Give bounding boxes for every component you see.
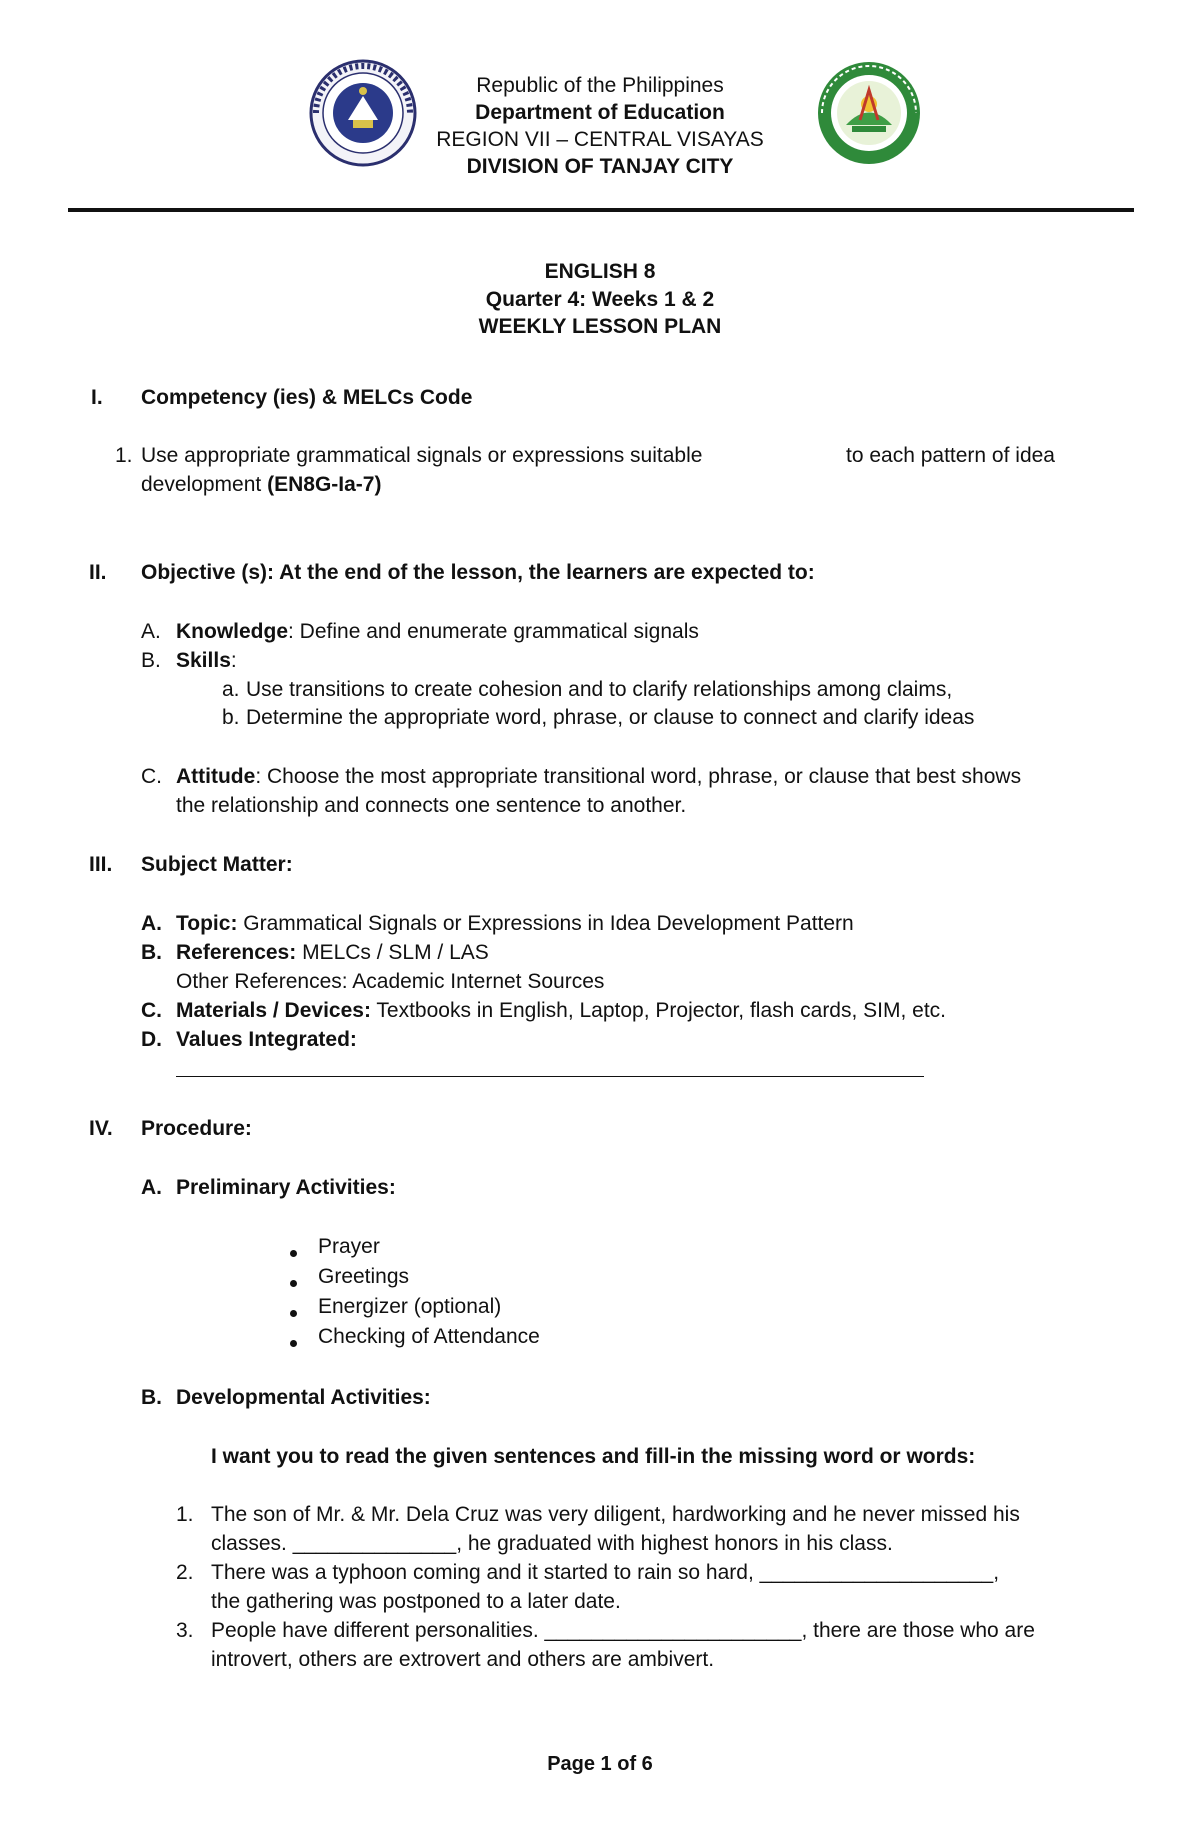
section-1-heading: Competency (ies) & MELCs Code <box>141 386 473 409</box>
preliminary-letter: A. <box>141 1176 162 1199</box>
quarter-title: Quarter 4: Weeks 1 & 2 <box>485 288 715 311</box>
section-2-heading: Objective (s): At the end of the lesson, the learners are expected to: <box>141 561 815 584</box>
question-1-number: 1. <box>176 1503 194 1526</box>
section-3-number: III. <box>89 853 113 876</box>
objective-skills: Skills: <box>176 649 237 672</box>
page-number: Page 1 of 6 <box>547 1753 653 1775</box>
preliminary-heading: Preliminary Activities: <box>176 1176 396 1199</box>
materials-letter: C. <box>141 999 162 1022</box>
letterhead-department: Department of Education <box>475 101 725 124</box>
activity-prayer: Prayer <box>318 1235 380 1258</box>
question-2-line-1: There was a typhoon coming and it started to rain so hard, ____________________, <box>211 1561 1000 1584</box>
references: References: MELCs / SLM / LAS <box>176 941 489 964</box>
activity-energizer: Energizer (optional) <box>318 1295 502 1318</box>
section-4-number: IV. <box>89 1117 113 1140</box>
objective-knowledge: Knowledge: Define and enumerate grammatical signals <box>176 620 699 643</box>
melc-code: (EN8G-Ia-7) <box>267 473 382 496</box>
question-1-line-2: classes. ______________, he graduated with highest honors in his class. <box>211 1532 893 1555</box>
question-2-line-2: the gathering was postponed to a later date. <box>211 1590 621 1613</box>
skill-a-text: Use transitions to create cohesion and to clarify relationships among claims, <box>246 678 953 701</box>
developmental-heading: Developmental Activities: <box>176 1386 431 1409</box>
skill-b-text: Determine the appropriate word, phrase, or clause to connect and clarify ideas <box>246 706 975 729</box>
bullet-icon <box>290 1340 297 1347</box>
skill-b-letter: b. <box>222 706 240 729</box>
other-references: Other References: Academic Internet Sources <box>176 970 605 993</box>
activity-instruction: I want you to read the given sentences and fill-in the missing word or words: <box>211 1445 976 1468</box>
objective-a-letter: A. <box>141 620 161 643</box>
letterhead-republic: Republic of the Philippines <box>476 74 724 97</box>
letterhead-division: DIVISION OF TANJAY CITY <box>466 155 734 178</box>
question-3-line-2: introvert, others are extrovert and others are ambivert. <box>211 1648 715 1671</box>
competency-text-b: to each pattern of idea <box>846 444 1055 467</box>
values-label: Values Integrated: <box>176 1028 357 1051</box>
question-2-number: 2. <box>176 1561 194 1584</box>
competency-text-a: Use appropriate grammatical signals or expressions suitable <box>141 444 703 467</box>
objective-b-letter: B. <box>141 649 161 672</box>
section-3-heading: Subject Matter: <box>141 853 293 876</box>
materials: Materials / Devices: Textbooks in English, Laptop, Projector, flash cards, SIM, etc. <box>176 999 947 1022</box>
bullet-icon <box>290 1280 297 1287</box>
question-1-line-1: The son of Mr. & Mr. Dela Cruz was very diligent, hardworking and he never missed his <box>211 1503 1020 1526</box>
skill-a-letter: a. <box>222 678 240 701</box>
header-divider <box>68 208 1134 212</box>
bullet-icon <box>290 1310 297 1317</box>
values-letter: D. <box>141 1028 162 1051</box>
letterhead-region: REGION VII – CENTRAL VISAYAS <box>436 128 764 151</box>
developmental-letter: B. <box>141 1386 162 1409</box>
subject-title: ENGLISH 8 <box>544 260 656 283</box>
topic: Topic: Grammatical Signals or Expressions in Idea Development Pattern <box>176 912 854 935</box>
objective-attitude: Attitude: Choose the most appropriate transitional word, phrase, or clause that best shows <box>176 765 1022 788</box>
plan-title: WEEKLY LESSON PLAN <box>478 315 722 338</box>
competency-text-c: development (EN8G-Ia-7) <box>141 473 382 496</box>
section-4-heading: Procedure: <box>141 1117 252 1140</box>
competency-number: 1. <box>115 444 133 467</box>
topic-letter: A. <box>141 912 162 935</box>
objective-c-letter: C. <box>141 765 162 788</box>
question-3-number: 3. <box>176 1619 194 1642</box>
question-3-line-1: People have different personalities. ______________________, there are those who are <box>211 1619 1035 1642</box>
section-2-number: II. <box>89 561 107 584</box>
activity-attendance: Checking of Attendance <box>318 1325 540 1348</box>
references-letter: B. <box>141 941 162 964</box>
values-blank-line <box>176 1076 924 1077</box>
bullet-icon <box>290 1250 297 1257</box>
section-1-number: I. <box>91 386 103 409</box>
activity-greetings: Greetings <box>318 1265 410 1288</box>
objective-attitude-cont: the relationship and connects one sentence to another. <box>176 794 687 817</box>
